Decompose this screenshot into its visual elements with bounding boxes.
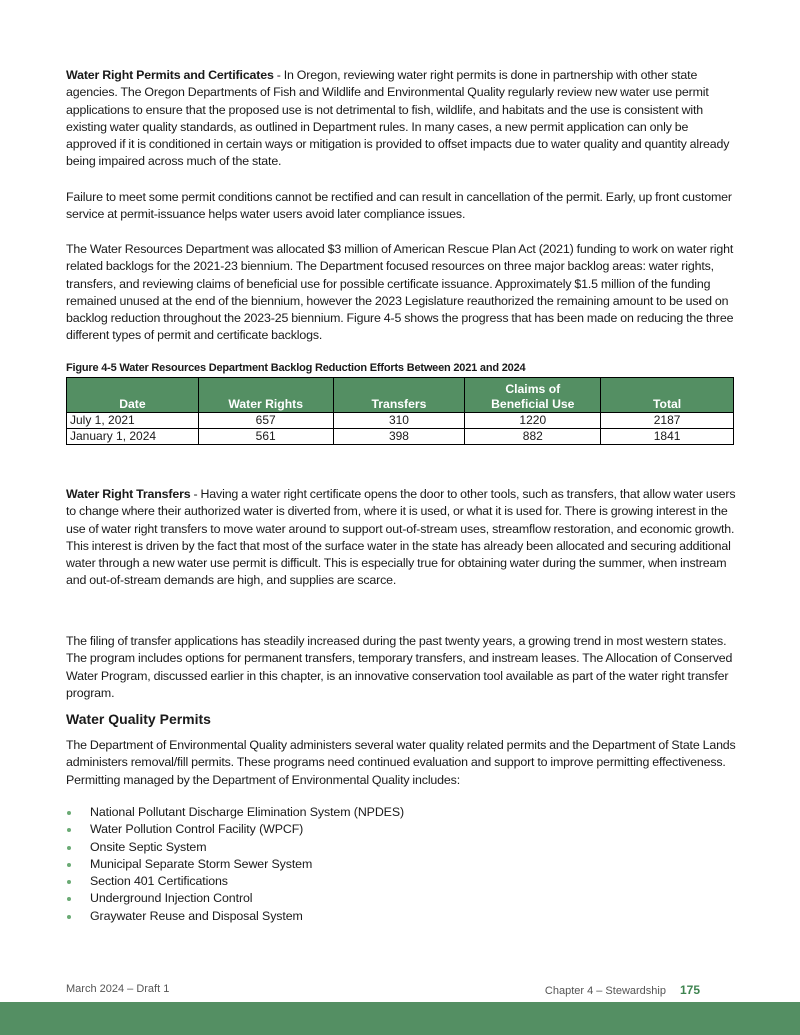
list-item [66,856,404,873]
header-date: Date [67,378,199,413]
failure-paragraph: Failure to meet some permit conditions cannot be rectified and can result in cancellation of the permit. Early, up front customer service at permit-issuance helps water users avoid later compliance issues. [66,190,732,222]
backlog-table [66,377,734,445]
header-claims-line1: Claims of [505,382,561,396]
water-quality-heading: Water Quality Permits [66,711,211,727]
water-quality-paragraph: The Department of Environmental Quality administers several water quality related permits and the Department of State Lands administers removal/fill permits. These programs need continued evaluation and support to improve permitting effectiveness. Permitting managed by the Department of Environmental Quality includes: [66,738,736,787]
cell-date: January 1, 2024 [67,429,199,445]
footer-bar [0,1002,800,1035]
header-claims-beneficial-use [465,378,601,413]
table-row [67,413,734,429]
bullet-icon [67,915,71,919]
header-claims-line2: Beneficial Use [491,397,575,411]
list-item-text: National Pollutant Discharge Elimination System (NPDES) [90,805,405,819]
bullet-icon [67,811,71,815]
list-item [66,804,404,821]
cell-transfers: 398 [333,429,465,445]
list-item-text: Underground Injection Control [90,891,253,906]
permits-certificates-text: - In Oregon, reviewing water right permits is done in partnership with other state agencies. The Oregon Departments of Fish and Wildlife and Environmental Quality regularly review new water use permit applications to ensure that the proposed use is not detrimental to fish, wildlife, and habitats and the use is consistent with existing water quality standards, as outlined in Department rules. In many cases, a new permit application can only be approved if it is conditioned in certain ways or mitigation is provided to offset impacts due to water quality and quantity already being impaired across much of the state. [66,68,730,169]
table-header-row [67,378,734,413]
bullet-icon [67,863,71,867]
bullet-icon [67,828,71,832]
footer-chapter [545,983,700,997]
table-row [67,429,734,445]
bullet-icon [67,846,71,850]
cell-claims: 882 [465,429,601,445]
list-item-text: Municipal Separate Storm Sewer System [90,856,313,871]
transfers-paragraph [66,486,736,590]
header-transfers: Transfers [333,378,465,413]
header-total: Total [601,378,734,413]
cell-claims: 1220 [465,413,601,429]
header-water-rights: Water Rights [198,378,333,413]
bullet-icon [67,897,71,901]
figure-caption: Figure 4-5 Water Resources Department Backlog Reduction Efforts Between 2021 and 2024 [66,362,526,374]
permits-certificates-paragraph [66,67,736,171]
filing-paragraph: The filing of transfer applications has steadily increased during the past twenty years, a growing trend in most western states. The program includes options for permanent transfers, temporary transfers, and instream leases. The Allocation of Conserved Water Program, discussed earlier in this chapter, is an innovative conservation tool available as part of the water right transfer program. [66,634,733,700]
transfers-text: - Having a water right certificate opens the door to other tools, such as transfers, that allow water users to change where their authorized water is diverted from, where it is used, or what it is used for. There is growing interest in the use of water right transfers to move water around to support out-of-stream uses, streamflow restoration, and economic growth. This interest is driven by the fact that most of the surface water in the state has already been allocated and securing additional water through a new water use permit is difficult. This is especially true for obtaining water during the summer, when instream and out-of-stream demands are high, and supplies are scarce. [66,487,736,588]
list-item-text: Graywater Reuse and Disposal System [90,908,303,923]
footer-date: March 2024 – Draft 1 [66,983,170,995]
page-number: 175 [679,983,700,997]
list-item [66,821,404,838]
cell-total: 2187 [601,413,734,429]
list-item [66,873,404,890]
list-item-text: Water Pollution Control Facility (WPCF) [90,822,304,837]
list-item [66,908,404,925]
transfers-lead: Water Right Transfers [66,487,191,501]
list-item [66,839,404,856]
permit-list [66,804,404,925]
cell-transfers: 310 [333,413,465,429]
list-item-text: Onsite Septic System [90,839,207,854]
list-item-text: Section 401 Certifications [90,874,228,889]
bullet-icon [67,880,71,884]
funding-paragraph: The Water Resources Department was allocated $3 million of American Rescue Plan Act (2021) funding to work on water right related backlogs for the 2021-23 biennium. The Department focused resources on three major backlog areas: water rights, transfers, and reviewing claims of beneficial use for possible certificate issuance. Approximately $1.5 million of the funding remained unused at the end of the biennium, however the 2023 Legislature reauthorized the remaining amount to be used on backlog reduction throughout the 2023-25 biennium. Figure 4-5 shows the progress that has been made on reducing the three different types of permit and certificate backlogs. [66,242,734,343]
permits-certificates-lead: Water Right Permits and Certificates [66,68,274,82]
list-item [66,890,404,907]
cell-total: 1841 [601,429,734,445]
footer-chapter-label: Chapter 4 – Stewardship [544,985,666,997]
cell-water-rights: 561 [198,429,333,445]
cell-water-rights: 657 [198,413,333,429]
cell-date: July 1, 2021 [67,413,199,429]
